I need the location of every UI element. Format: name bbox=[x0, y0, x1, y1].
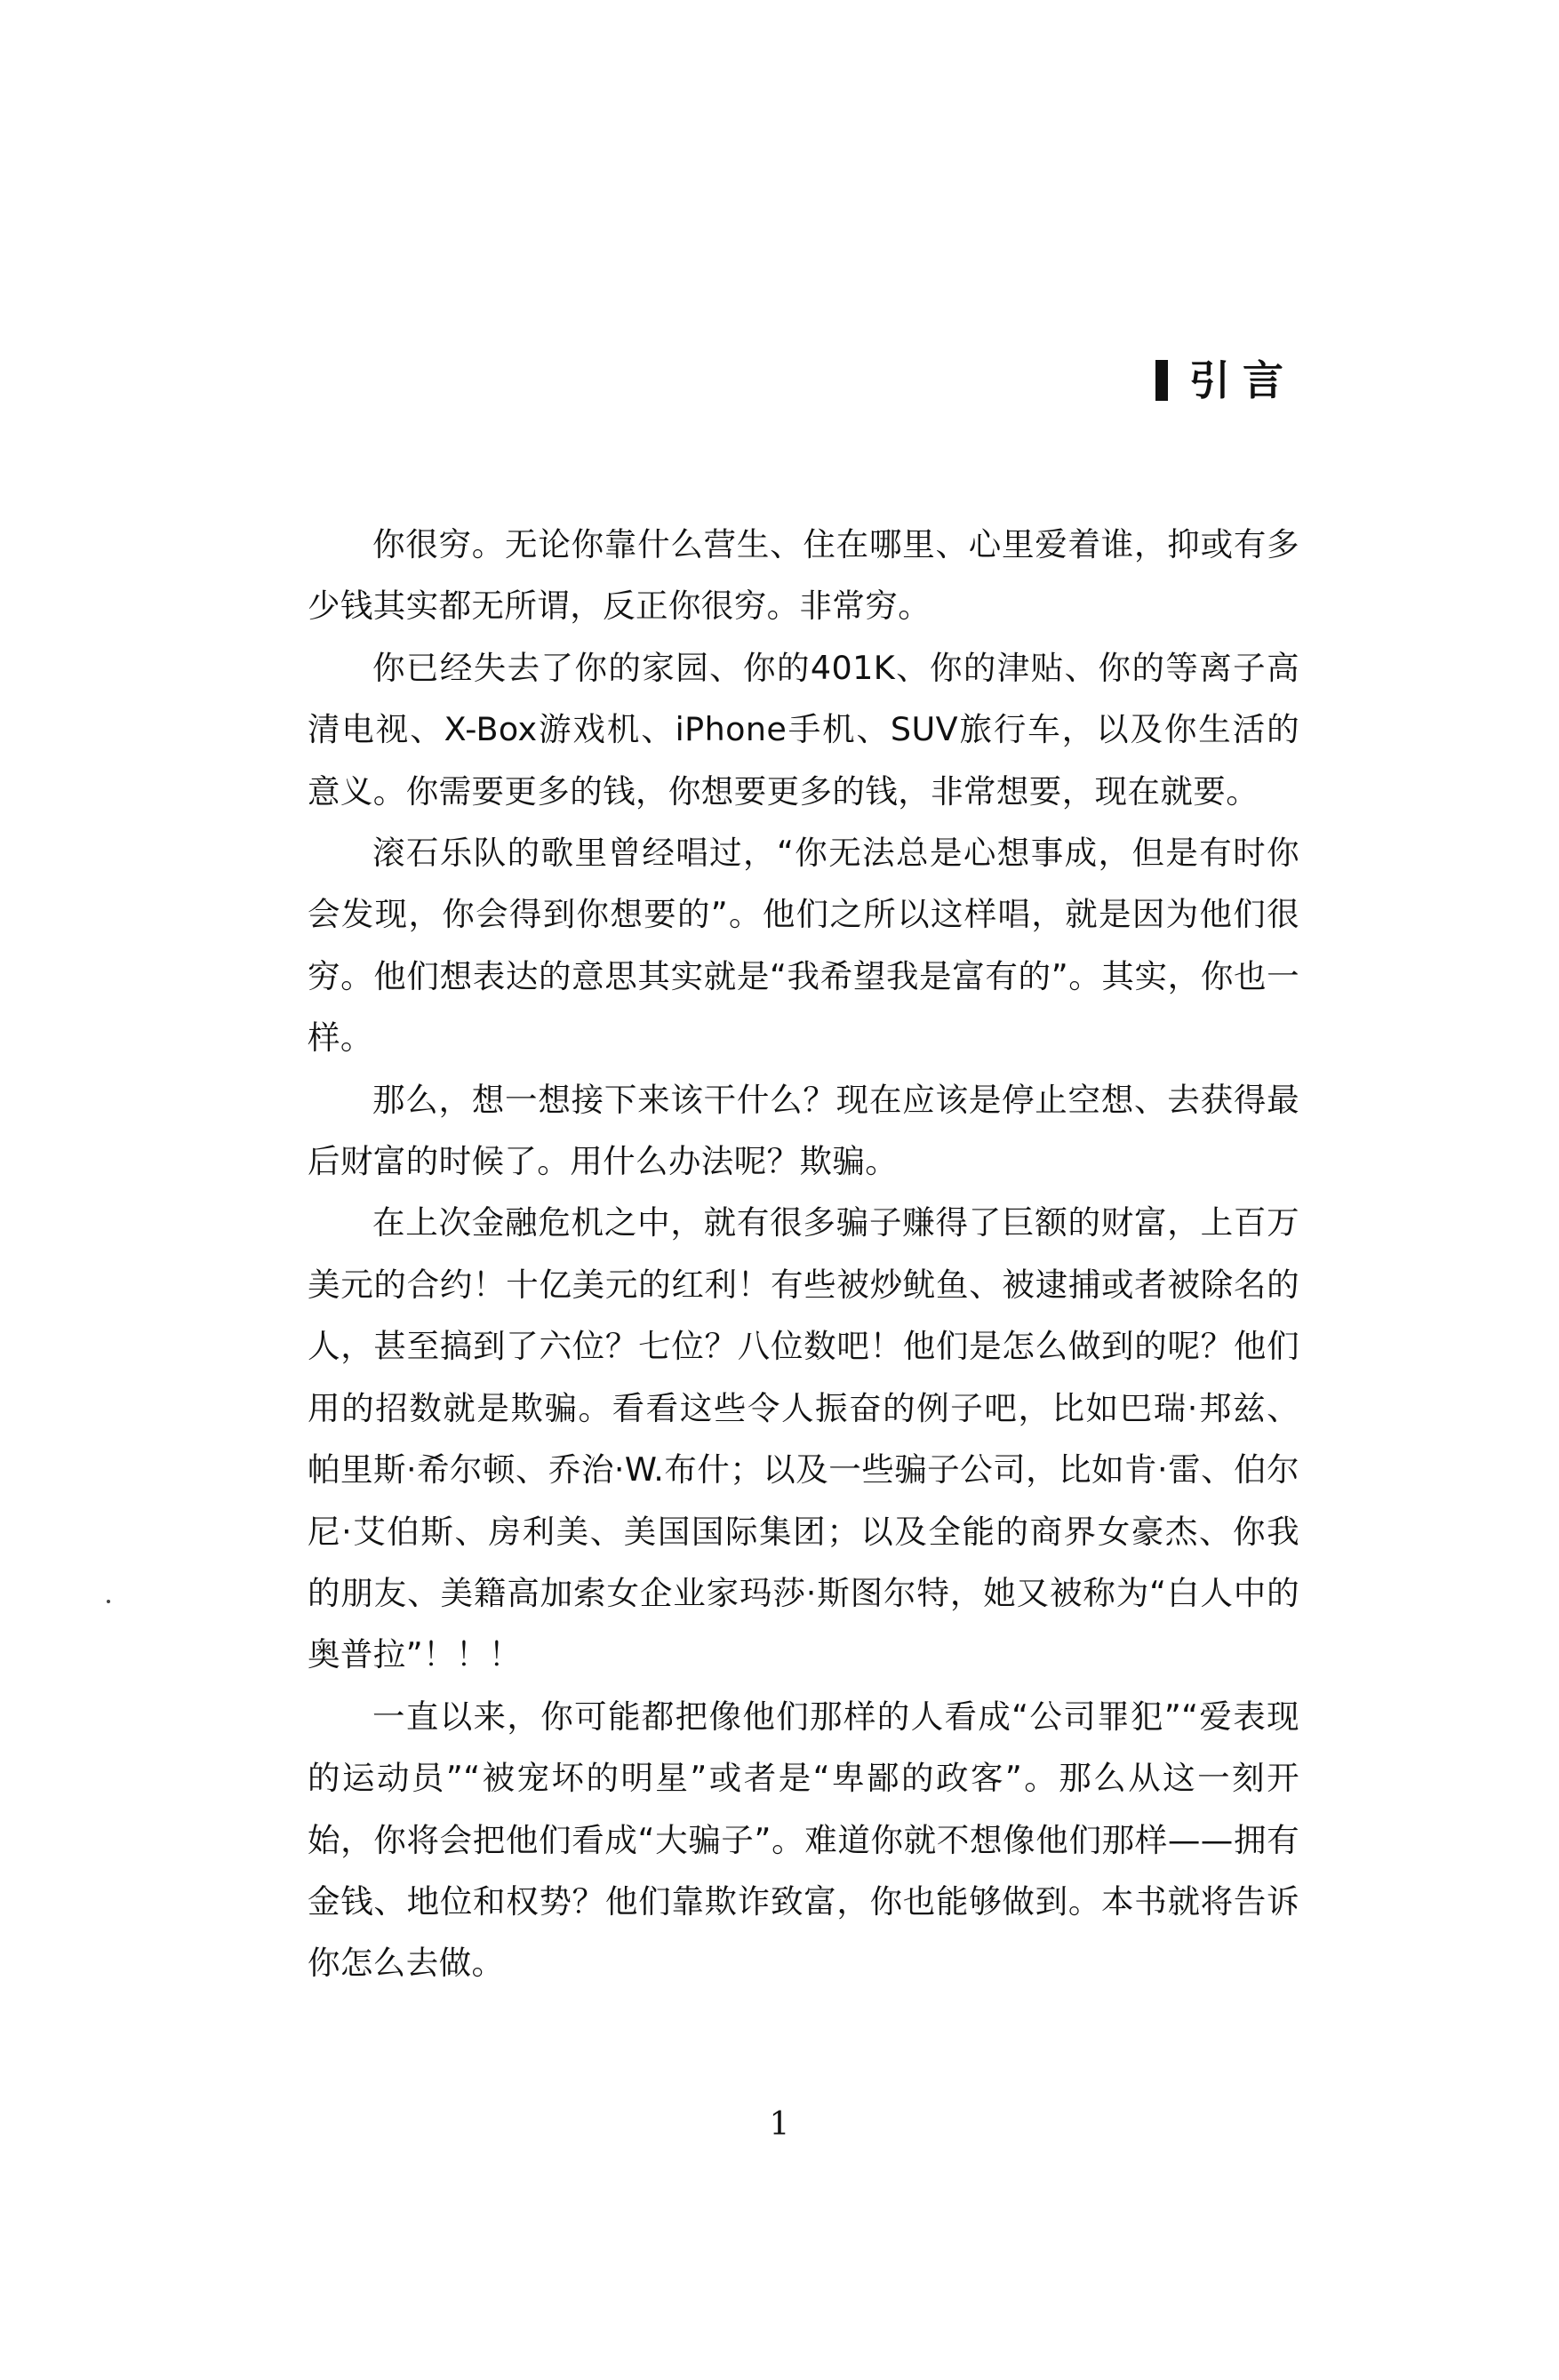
paragraph: 在上次金融危机之中，就有很多骗子赚得了巨额的财富，上百万美元的合约！十亿美元的红利！有些被炒鱿鱼、被逮捕或者被除名的人，甚至搞到了六位？七位？八位数吧！他们是怎么做到的呢？他们用的招数就是欺骗。看看这些令人振奋的例子吧，比如巴瑞·邦兹、帕里斯·希尔顿、乔治·W.布什；以及一些骗子公司，比如肯·雷、伯尔尼·艾伯斯、房利美、美国国际集团；以及全能的商界女豪杰、你我的朋友、美籍高加索女企业家玛莎·斯图尔特，她又被称为“白人中的奥普拉”！！！ bbox=[308, 1203, 1299, 1674]
chapter-title: 引言 bbox=[1189, 356, 1296, 404]
chapter-heading bbox=[1155, 356, 1296, 404]
paragraph: 一直以来，你可能都把像他们那样的人看成“公司罪犯”“爱表现的运动员”“被宠坏的明星”或者是“卑鄙的政客”。那么从这一刻开始，你将会把他们看成“大骗子”。难道你就不想像他们那样——拥有金钱、地位和权势？他们靠欺诈致富，你也能够做到。本书就将告诉你怎么去做。 bbox=[308, 1697, 1299, 1983]
page-number: 1 bbox=[769, 2106, 790, 2143]
paragraph: 那么，想一想接下来该干什么？现在应该是停止空想、去获得最后财富的时候了。用什么办法呢？欺骗。 bbox=[308, 1080, 1299, 1181]
paragraph: 滚石乐队的歌里曾经唱过，“你无法总是心想事成，但是有时你会发现，你会得到你想要的”。他们之所以这样唱，就是因为他们很穷。他们想表达的意思其实就是“我希望我是富有的”。其实，你也一样。 bbox=[308, 834, 1299, 1058]
heading-marker-bar bbox=[1155, 360, 1168, 401]
paragraph: 你很穷。无论你靠什么营生、住在哪里、心里爱着谁，抑或有多少钱其实都无所谓，反正你很穷。非常穷。 bbox=[308, 525, 1299, 626]
body-text bbox=[308, 514, 1299, 1994]
scan-speck bbox=[107, 1600, 110, 1603]
paragraph: 你已经失去了你的家园、你的401K、你的津贴、你的等离子高清电视、X-Box游戏机、iPhone手机、SUV旅行车，以及你生活的意义。你需要更多的钱，你想要更多的钱，非常想要，现在就要。 bbox=[308, 648, 1299, 811]
